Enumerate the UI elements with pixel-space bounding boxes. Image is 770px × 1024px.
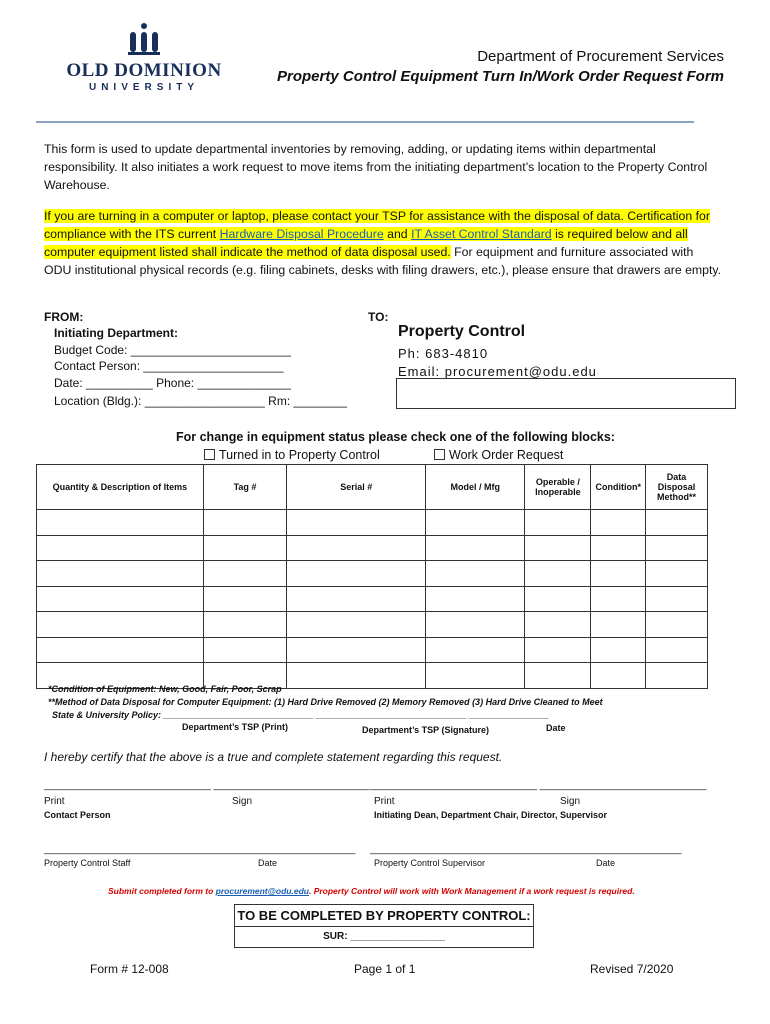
table-cell[interactable] (203, 637, 286, 663)
disposal-highlight-a: If you are turning in a computer or laptop, please contact your TSP for assistance with the disposal of data. Certification for compliance with the ITS current (44, 209, 710, 241)
sign-label: Sign (232, 796, 253, 807)
table-cell[interactable] (203, 535, 286, 561)
method-note: **Method of Data Disposal for Computer Equipment: (1) Hard Drive Removed (2) Memory Removed (3) Hard Drive Cleaned to Meet (48, 697, 603, 707)
sur-field[interactable]: SUR: _________________ (323, 931, 445, 942)
table-cell[interactable] (525, 637, 591, 663)
table-row (37, 586, 708, 612)
to-phone: Ph: 683-4810 (398, 346, 489, 361)
print-label: Print (44, 796, 65, 807)
date-phone-field[interactable]: Date: __________ Phone: ______________ (54, 376, 291, 390)
table-cell[interactable] (37, 561, 204, 587)
table-cell[interactable] (525, 535, 591, 561)
tsp-print-label: Department’s TSP (Print) (182, 722, 289, 732)
table-cell[interactable] (646, 561, 708, 587)
table-cell[interactable] (287, 663, 426, 689)
table-cell[interactable] (525, 510, 591, 536)
table-row (37, 510, 708, 536)
print-label-2: Print (374, 796, 395, 807)
col-data-disposal: Data Disposal Method** (646, 465, 708, 510)
table-header-row (37, 465, 708, 510)
table-cell[interactable] (525, 663, 591, 689)
table-cell[interactable] (591, 561, 646, 587)
disposal-paragraph (44, 207, 724, 279)
tsp-sign-label: Department’s TSP (Signature) (362, 725, 490, 735)
col-quantity-description: Quantity & Description of Items (37, 465, 204, 510)
table-cell[interactable] (646, 535, 708, 561)
turned-in-option[interactable] (204, 448, 380, 462)
form-title: Property Control Equipment Turn In/Work Order Request Form (277, 68, 724, 85)
table-cell[interactable] (287, 637, 426, 663)
table-cell[interactable] (37, 510, 204, 536)
col-tag: Tag # (203, 465, 286, 510)
to-extra-field-box[interactable] (396, 378, 736, 409)
contact-person-label: Contact Person (44, 810, 111, 820)
table-cell[interactable] (426, 535, 525, 561)
table-cell[interactable] (37, 612, 204, 638)
department-name: Department of Procurement Services (477, 48, 724, 65)
col-model: Model / Mfg (426, 465, 525, 510)
submit-note-b: . Property Control will work with Work Management if a work request is required. (308, 886, 635, 896)
table-cell[interactable] (525, 586, 591, 612)
turned-in-label: Turned in to Property Control (219, 448, 380, 462)
table-row (37, 612, 708, 638)
dean-signature-line[interactable]: ______________________________ ______________________________ (370, 780, 707, 791)
to-label: TO: (368, 310, 389, 324)
university-crown-logo-icon (124, 22, 164, 56)
initiating-department-label: Initiating Department: (54, 326, 179, 340)
pc-box-title: TO BE COMPLETED BY PROPERTY CONTROL: (235, 905, 533, 927)
table-cell[interactable] (646, 637, 708, 663)
form-number: Form # 12-008 (90, 962, 169, 976)
pc-supervisor-signature-line[interactable]: ________________________________________________________ (370, 844, 682, 855)
table-cell[interactable] (646, 510, 708, 536)
page-number: Page 1 of 1 (354, 962, 416, 976)
from-label: FROM: (44, 310, 84, 324)
certification-statement: I hereby certify that the above is a true and complete statement regarding this request. (44, 750, 503, 764)
revised-date: Revised 7/2020 (590, 962, 674, 976)
submit-note (108, 886, 635, 896)
submit-note-a: Submit completed form to (108, 886, 216, 896)
table-cell[interactable] (426, 561, 525, 587)
items-table (36, 464, 708, 689)
table-row (37, 561, 708, 587)
procurement-email-link[interactable]: procurement@odu.edu (215, 886, 309, 896)
table-cell[interactable] (37, 535, 204, 561)
table-cell[interactable] (426, 586, 525, 612)
pc-staff-label: Property Control Staff (44, 858, 131, 868)
table-cell[interactable] (646, 612, 708, 638)
table-cell[interactable] (203, 612, 286, 638)
table-cell[interactable] (37, 586, 204, 612)
table-cell[interactable] (287, 535, 426, 561)
work-order-option[interactable] (434, 448, 563, 462)
table-cell[interactable] (591, 535, 646, 561)
pc-staff-signature-line[interactable]: ________________________________________________________ (44, 844, 356, 855)
contact-signature-line[interactable]: ______________________________ ____________________________ (44, 780, 370, 791)
col-serial: Serial # (287, 465, 426, 510)
records-note: For equipment and furniture associated with ODU institutional physical records (e.g. filing cabinets, desks with filing drawers, etc.), please ensure that drawers are empty. (44, 245, 722, 277)
table-cell[interactable] (646, 663, 708, 689)
col-operable: Operable / Inoperable (525, 465, 591, 510)
table-cell[interactable] (287, 510, 426, 536)
table-cell[interactable] (426, 663, 525, 689)
contact-person-field[interactable]: Contact Person: _____________________ (54, 359, 284, 373)
table-cell[interactable] (525, 612, 591, 638)
policy-line[interactable]: State & University Policy: ______________________________ ______________________________ ________________ (52, 710, 549, 720)
disposal-highlight-b: and (383, 227, 412, 241)
pc-supervisor-date-label: Date (596, 858, 616, 868)
pc-staff-date-label: Date (258, 858, 278, 868)
table-cell[interactable] (426, 637, 525, 663)
col-condition: Condition* (591, 465, 646, 510)
logo-wordmark: OLD DOMINION (66, 60, 222, 81)
pc-supervisor-label: Property Control Supervisor (374, 858, 486, 868)
table-cell[interactable] (591, 663, 646, 689)
table-cell[interactable] (287, 612, 426, 638)
property-control-box (234, 904, 534, 948)
status-prompt: For change in equipment status please check one of the following blocks: (176, 430, 615, 444)
table-cell[interactable] (203, 561, 286, 587)
it-asset-standard-link[interactable]: IT Asset Control Standard (411, 227, 552, 241)
table-row (37, 637, 708, 663)
location-room-field[interactable]: Location (Bldg.): __________________ Rm: ________ (54, 394, 347, 408)
table-cell[interactable] (203, 586, 286, 612)
intro-paragraph: This form is used to update departmental inventories by removing, adding, or updating items within departmental responsibility. It also initiates a work request to move items from the initiating department’s location to the Property Control Warehouse. (44, 142, 708, 192)
table-cell[interactable] (426, 612, 525, 638)
items-table-body (37, 510, 708, 689)
condition-note: *Condition of Equipment: New, Good, Fair, Poor, Scrap (48, 684, 282, 694)
hardware-disposal-link[interactable]: Hardware Disposal Procedure (219, 227, 384, 241)
table-cell[interactable] (426, 510, 525, 536)
budget-code-field[interactable]: Budget Code: ________________________ (54, 343, 291, 357)
table-cell[interactable] (591, 586, 646, 612)
table-row (37, 535, 708, 561)
sign-label-2: Sign (560, 796, 581, 807)
table-cell[interactable] (525, 561, 591, 587)
to-email: Email: procurement@odu.edu (398, 364, 597, 379)
table-cell[interactable] (203, 510, 286, 536)
work-order-label: Work Order Request (449, 448, 564, 462)
checkbox-icon[interactable] (434, 449, 445, 460)
table-cell[interactable] (287, 561, 426, 587)
table-cell[interactable] (646, 586, 708, 612)
to-name: Property Control (398, 323, 526, 340)
logo-subtext: UNIVERSITY (88, 82, 199, 93)
tsp-date-label: Date (546, 723, 566, 733)
table-cell[interactable] (591, 637, 646, 663)
disposal-highlight-c: is required below and all computer equipment listed shall indicate the method of data disposal used. (44, 227, 688, 259)
table-cell[interactable] (591, 510, 646, 536)
header-divider (36, 121, 694, 123)
table-cell[interactable] (37, 637, 204, 663)
checkbox-icon[interactable] (204, 449, 215, 460)
table-cell[interactable] (287, 586, 426, 612)
table-cell[interactable] (591, 612, 646, 638)
dean-label: Initiating Dean, Department Chair, Director, Supervisor (374, 810, 608, 820)
